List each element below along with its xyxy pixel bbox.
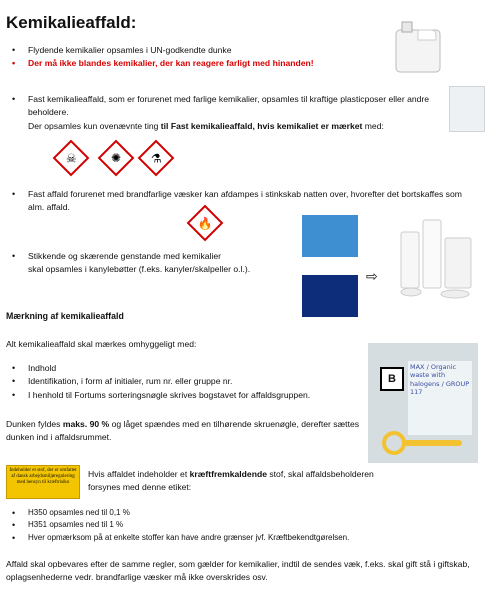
group-letter-label: B xyxy=(380,367,404,391)
page-title: Kemikalieaffald: xyxy=(6,13,137,32)
section-heading: Mærkning af kemikalieaffald xyxy=(6,311,124,321)
marking-text: Der opsamles kun ovenævnte ting xyxy=(28,120,161,131)
h-list xyxy=(6,507,476,544)
sharps-list xyxy=(6,250,306,277)
sharps-containers-image xyxy=(393,210,481,300)
environment-pictogram-icon: ⚗ xyxy=(143,145,169,171)
plastic-bag-image xyxy=(449,86,485,132)
solid-waste-text: Fast kemikalieaffald, som er forurenet med farlige kemikalier, opsamles til kraftige plasticposer eller andre beholdere. xyxy=(28,94,430,118)
list-item: • Indhold xyxy=(6,362,366,375)
marking-list xyxy=(6,362,366,402)
marking-bold: til Fast kemikalieaffald, hvis kemikaliet er mærket xyxy=(160,120,363,131)
fill-bold: maks. 90 % xyxy=(62,419,110,429)
list-item: • H350 opsamles ned til 0,1 % xyxy=(6,507,476,519)
list-item xyxy=(6,250,306,277)
list-item: • Fast affald forurenet med brandfarlige væsker kan afdampes i stinkskab natten over, hvorefter det bortskaffes som alm. affald. xyxy=(6,188,476,215)
marking-tail: med: xyxy=(362,120,384,131)
footer-text: Affald skal opbevares efter de samme regler, som gælder for kemikalier, indtil de sendes væk, f.eks. skal gift stå i giftskab, oplagsenhederne vedr. brandfarlige væsker må ikke overskrides osv. xyxy=(6,559,470,583)
waste-jug-image xyxy=(368,343,478,463)
list-item: • Identifikation, i form af initialer, rum nr. eller gruppe nr. xyxy=(6,375,366,388)
jug-handwritten-label: MAX / Organic waste with halogens / GROUP 117 xyxy=(408,361,472,435)
list-item: • I henhold til Fortums sorteringsnøgle skrives bogstavet for affaldsgruppen. xyxy=(6,389,366,402)
canister-image xyxy=(392,18,444,74)
list-item: • Der må ikke blandes kemikalier, der kan reagere farligt med hinanden! xyxy=(6,57,386,70)
scalpel-image xyxy=(302,215,358,257)
fill-text xyxy=(6,418,362,445)
list-item: • H351 opsamles ned til 1 % xyxy=(6,519,476,531)
carcinogen-text xyxy=(88,468,388,495)
list-item: • Hver opmærksom på at enkelte stoffer kan have andre grænser jvf. Kræftbekendtgørelsen. xyxy=(6,532,476,544)
solid-waste-list xyxy=(6,93,446,133)
carcinogen-label: Indeholder et stof, der er omfattet af dansk arbejdsmiljøregulering med hensyn til kræftrisiko xyxy=(6,465,80,499)
fill-pre: Dunken fyldes xyxy=(6,419,63,429)
flame-pictogram-icon: 🔥 xyxy=(192,210,218,236)
carcinogen-bold: kræftfremkaldende xyxy=(189,469,267,479)
intro-text: Alt kemikalieaffald skal mærkes omhyggeligt med: xyxy=(6,339,197,349)
sharps-line2: skal opsamles i kanylebøtter (f.eks. kanyler/skalpeller o.l.). xyxy=(28,264,251,275)
sharps-line1: Stikkende og skærende genstande med kemikalier xyxy=(28,251,221,261)
fill-post: og låget spændes med en tilhørende skruenøgle, derefter sættes dunken ind i affaldsrummet. xyxy=(6,419,360,443)
carcinogen-pre: Hvis affaldet indeholder et xyxy=(88,469,190,479)
arrow-icon: ⇨ xyxy=(366,268,378,284)
carcinogen-post: stof, skal affaldsbeholderen forsynes med denne etiket: xyxy=(88,469,374,493)
first-list xyxy=(6,44,386,71)
list-item: • Flydende kemikalier opsamles i UN-godkendte dunke xyxy=(6,44,386,57)
skull-pictogram-icon: ☠ xyxy=(58,145,84,171)
needles-image xyxy=(302,275,358,317)
list-item xyxy=(6,93,446,133)
health-hazard-pictogram-icon: ✺ xyxy=(103,145,129,171)
